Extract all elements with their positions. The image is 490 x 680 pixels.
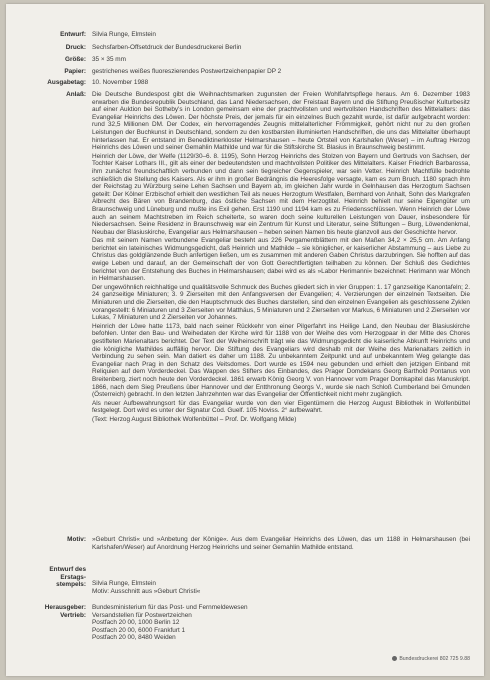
label-stempel [6,566,86,589]
anlass-credit: (Text: Herzog August Bibliothek Wolfenbüttel – Prof. Dr. Wolfgang Milde) [92,415,297,423]
anlass-paragraph-5: Heinrich der Löwe hatte 1173, bald nach seiner Rückkehr von einer Pilgerfahrt ins Heilige Land, den Neubau der Blasiuskirche befohlen. Unter den Bau- und Weihedaten der Kirche wird für 1188 von der Weihe des vom Herzogpaar in der Mitte des Chores gestifteten Marienaltars berichtet. Der Text der Weiheinschrift trägt wie das Widmungsgedicht die kaiserliche Abkunft Heinrichs und die königliche Mathildes auffällig hervor. Die Stiftung des Evangeliars wird deshalb mit der Weihe des Marienaltars zeitlich in Verbindung zu sehen sein. Man datiert es daher um 1188. Zu unbekanntem Zeitpunkt und auf unbekanntem Weg gelangte das Evangeliar nach Prag in den Schatz des Veitsdomes. Dort wurde es 1594 neu gebunden und erhielt den jetzigen Einband mit Reliquien auf dem Vorderdeckel. Das Wappen des Stifters des Einbandes, des Prager Domdekans Georg Barthold Pontanus von Breitenberg, ziert noch heute den Vorderdeckel. 1861 erwarb König Georg V. von Hannover vom Prager Domkapitel das Manuskript. 1866, nach dem Sieg Preußens über Hannover und der Entthronung Georgs V., wurde sie nach Schloß Cumberland bei Gmunden (Österreich) gebracht. In den letzten Jahrzehnten war das Evangeliar der Öffentlichkeit nicht mehr zugänglich. [92,322,470,399]
anlass-paragraph-1: Die Deutsche Bundespost gibt die Weihnachtsmarken zugunsten der Freien Wohlfahrtspflege heraus. Am 6. Dezember 1983 erwarben die Bundesrepublik Deutschland, das Land Niedersachsen, der Freistaat Bayern und die Stiftung Preußischer Kulturbesitz auf einer Auktion bei Sotheby's in London gemeinsam eine der prachtvollsten und wertvollsten Handschriften des Mittelalters: das Evangeliar Heinrichs des Löwen. Der höchste Preis, der jemals für ein einzelnes Buch gezahlt wurde, ist dafür aufgebracht worden: rund 32,5 Millionen DM. Der Codex, ein hervorragendes Zeugnis mittelalterlicher Frömmigkeit, gehört nicht nur zu den großen Leistungen der Buchkunst in Deutschland, sondern zu den kostbarsten illuminierten Handschriften, die uns das Mittelalter überhaupt hinterlassen hat. Er entstand im Benediktinerkloster Helmarshausen – heute Ortsteil von Karlshafen (Weser) – im Auftrag Herzog Heinrichs des Löwen und seiner Gemahlin Mathilde und war für die Stiftskirche St. Blasius in Braunschweig bestimmt. [92,91,470,152]
anlass-text [92,91,470,425]
value-druck: Sechsfarben-Offsetdruck der Bundesdruckerei Berlin [92,44,242,51]
label-druck: Druck: [65,44,86,51]
label-stempel-line-2: Erstags- [60,573,86,581]
label-entwurf: Entwurf: [60,31,86,38]
herausgeber-line-4: Postfach 20 00, 6000 Frankfurt 1 [92,626,186,634]
label-stempel-line-3: stempels: [56,581,86,589]
value-entwurf: Silvia Runge, Elmstein [92,31,156,38]
value-ausgabetag: 10. November 1988 [92,79,149,86]
label-vertrieb: Vertrieb: [60,611,86,619]
label-stempel-line-1: Entwurf des [49,566,86,573]
herausgeber-line-3: Postfach 20 00, 1000 Berlin 12 [92,619,180,627]
herausgeber-line-1: Bundesministerium für das Post- und Fernmeldewesen [92,604,248,611]
value-motiv: »Geburt Christi« und »Anbetung der Könige«. Aus dem Evangeliar Heinrichs des Löwen, das um 1188 in Helmarshausen (bei Karlshafen/Weser) auf Anordnung Herzog Heinrichs und seiner Gemahlin Mathilde entstand. [92,536,470,551]
value-groesse: 35 × 35 mm [92,56,126,63]
anlass-paragraph-6: Als neuer Aufbewahrungsort für das Evangeliar wurde von den vier Eigentümern die Herzog August Bibliothek in Wolfenbüttel festgelegt. Dort wird es unter der Signatur Cod. Guelf. 105 Noviss. 2° aufbewahrt. [92,399,470,415]
printer-footer-text: Bundesdruckerei 802 725 9.88 [399,656,470,662]
value-stempel [92,580,470,595]
value-papier: gestrichenes weißes fluoreszierendes Postwertzeichenpapier DP 2 [92,68,282,75]
document-sheet [6,4,484,676]
label-herausgeber-line-1: Herausgeber: [44,604,86,611]
anlass-paragraph-3: Das mit seinem Namen verbundene Evangeliar besteht aus 226 Pergamentblättern mit den Maßen 34,2 × 25,5 cm. Am Anfang berichtet ein lateinisches Widmungsgedicht, daß Heinrich und Mathilde – sie königlicher, er kaiserlicher Abstammung – aus Liebe zu Christus das goldglänzende Buch anfertigen ließen, um es zusammen mit anderen Gaben Christus darzubringen. Sie hofften auf das ewige Leben und darauf, an der Gemeinschaft der von Gott Gerechtfertigten teilhaben zu können. Der Schluß des Gedichtes berichtet von der Entstehung des Buches in Helmarshausen; dabei wird es als »Labor Herimanni« bezeichnet: Herimann war Mönch in Helmarshausen. [92,237,470,283]
label-herausgeber [6,604,86,619]
label-anlass: Anlaß: [66,91,86,98]
label-groesse: Größe: [65,56,86,63]
herausgeber-line-5: Postfach 20 00, 8480 Weiden [92,634,176,642]
value-herausgeber [92,604,470,642]
anlass-paragraph-2: Heinrich der Löwe, der Welfe (1129/30–6. 8. 1195), Sohn Herzog Heinrichs des Stolzen von Bayern und Gertruds von Sachsen, der Tochter Kaiser Lothars III., gilt als einer der bedeutendsten und machtvollsten Politiker des Mittelalters. Kaiser Friedrich Barbarossa, ihm zunächst freundschaftlich verbunden und dann sein tiegreicher Gegenspieler, war sein Vetter. Heinrich Machtfülle bedrohte schließlich die Stellung des Kaisers. Als er ihm in großer Bedrängnis die Heeresfolge versagte, kam es zum Bruch. 1180 sprach ihm der Reichstag zu Würzburg seine Lehen Sachsen und Bayern ab, im gleichen Jahr wurde in Gelnhausen das Herzogtum Sachsen geteilt: Der Kölner Erzbischof erhielt den westlichen Teil als neues Herzogtum Westfalen, Bernhard von Anhalt, Sohn des Markgrafen Albrecht des Bären von Brandenburg, das östliche Sachsen mit dem Herzogtitel. Heinrich behielt nur seine Eigengüter um Braunschweig und Lüneburg und mußte ins Exil gehen. Erst 1190 und 1194 kam es zu Friedensschlüssen. Wenn Heinrich der Löwe auch an seinem Machtstreben im Reich scheiterte, so waren doch seine kulturellen Leistungen von Dauer, insbesondere für Niedersachsen. Seine Residenz in Braunschweig war ein Zentrum für Kunst und Literatur, seine Stiftungen – Burg, Löwendenkmal, Neubau der Blasiuskirche, Evangeliar aus Helmarshausen – heben seinen Namen bis heute glanzvoll aus der Geschichte hervor. [92,152,470,236]
label-motiv: Motiv: [67,536,86,543]
bundesdruckerei-logo-icon [392,656,397,661]
printer-footer [392,656,470,662]
label-ausgabetag: Ausgabetag: [47,79,86,86]
value-stempel-line-2: Motiv: Ausschnitt aus »Geburt Christi« [92,587,201,595]
value-stempel-line-1: Silvia Runge, Elmstein [92,580,156,587]
anlass-paragraph-4: Der ungewöhnlich reichhaltige und qualitätsvolle Schmuck des Buches gliedert sich in vier Gruppen: 1. 17 ganzseitige Kanontafeln; 2. 24 ganzseitige Miniaturen; 3. 9 Zierseiten mit den Anfangsversen der Evangelien; 4. Verzierungen der einzelnen Textseiten. Die Miniaturen und die Zierseiten, die den Hauptschmuck des Buches darstellen, sind den einzelnen Evangelien als geschlossene Zyklen vorangestellt: 6 Miniaturen und 3 Zierseiten vor Matthäus, 5 Miniaturen und 2 Zierseiten vor Markus, 6 Miniaturen und 2 Zierseiten vor Lukas, 7 Miniaturen und 2 Zierseiten vor Johannes. [92,283,470,322]
herausgeber-line-2: Versandstellen für Postwertzeichen [92,611,192,619]
label-papier: Papier: [64,68,86,75]
